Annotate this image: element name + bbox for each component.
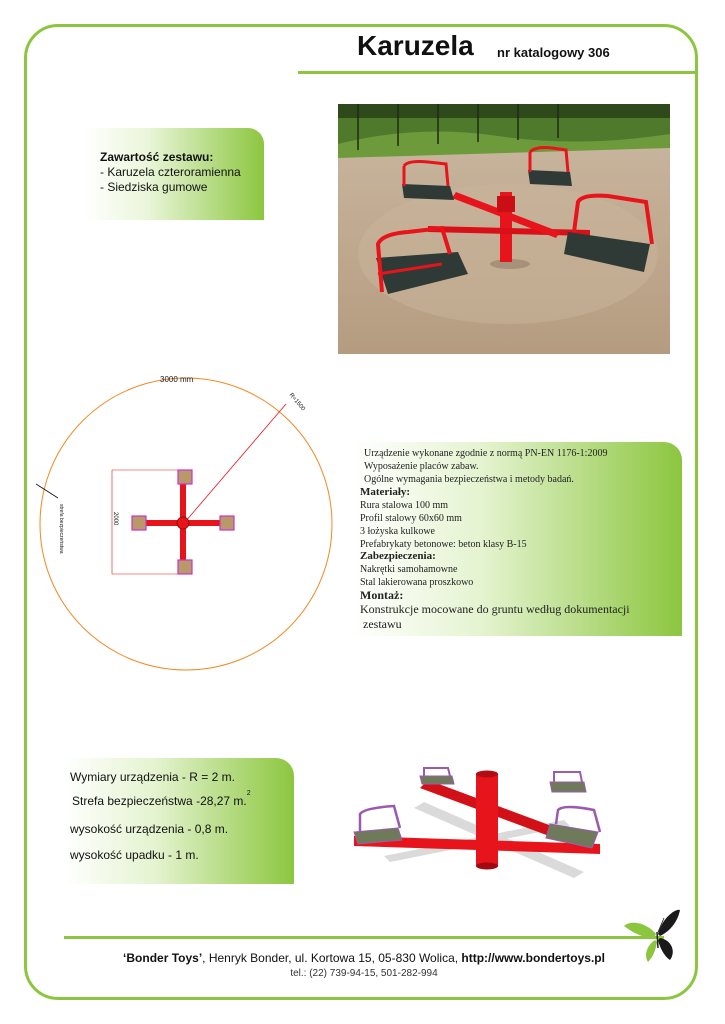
company-name: ‘Bonder Toys’ bbox=[123, 951, 203, 965]
device-height: wysokość urządzenia - 0,8 m. bbox=[70, 822, 229, 836]
technical-drawing bbox=[30, 372, 350, 692]
materials-heading: Materiały: bbox=[360, 486, 411, 498]
safety-zone-area bbox=[72, 790, 251, 808]
assembly-line: zestawu bbox=[363, 617, 402, 631]
contents-item: - Karuzela czteroramienna bbox=[100, 165, 241, 179]
material-item: Profil stalowy 60x60 mm bbox=[360, 513, 462, 524]
contents-heading: Zawartość zestawu: bbox=[100, 150, 214, 164]
norm-line: Urządzenie wykonane zgodnie z normą PN-EN 1176-1:2009 bbox=[364, 448, 608, 459]
contents-box bbox=[84, 128, 264, 220]
catalog-number: nr katalogowy 306 bbox=[497, 45, 610, 60]
radius-label: R=1500 bbox=[287, 392, 306, 413]
phone-numbers: tel.: (22) 739-94-15, 501-282-994 bbox=[290, 968, 438, 979]
safety-item: Nakrętki samohamowne bbox=[360, 564, 458, 575]
norm-line: Ogólne wymagania bezpieczeństwa i metody badań. bbox=[364, 474, 574, 485]
material-item: 3 łożyska kulkowe bbox=[360, 526, 435, 537]
title-underline bbox=[298, 71, 698, 74]
product-render bbox=[344, 762, 634, 892]
safety-zone-label: strefa bezpieczeństwa bbox=[58, 504, 64, 554]
assembly-heading: Montaż: bbox=[360, 588, 404, 602]
side-dimension-label: 2000 bbox=[112, 512, 118, 526]
diameter-label: 3000 mm bbox=[160, 375, 194, 384]
safety-item: Stal lakierowana proszkowo bbox=[360, 577, 474, 588]
area-unit-superscript: 2 bbox=[246, 790, 251, 797]
fall-height: wysokość upadku - 1 m. bbox=[70, 848, 199, 862]
butterfly-icon bbox=[622, 904, 684, 964]
safety-zone-value: Strefa bezpieczeństwa -28,27 m. bbox=[72, 794, 247, 808]
device-size: Wymiary urządzenia - R = 2 m. bbox=[70, 770, 235, 784]
company-address: , Henryk Bonder, ul. Kortowa 15, 05-830 Wolica, bbox=[202, 951, 462, 965]
contents-item: - Siedziska gumowe bbox=[100, 180, 208, 194]
page-title: Karuzela bbox=[357, 30, 474, 61]
assembly-line: Konstrukcje mocowane do gruntu według dokumentacji bbox=[360, 602, 630, 616]
material-item: Rura stalowa 100 mm bbox=[360, 500, 449, 511]
footer-divider bbox=[64, 936, 664, 939]
product-photo bbox=[338, 104, 670, 354]
safety-heading: Zabezpieczenia: bbox=[360, 550, 436, 562]
footer bbox=[64, 951, 664, 965]
material-item: Prefabrykaty betonowe: beton klasy B-15 bbox=[360, 539, 527, 550]
dimensions-box bbox=[64, 758, 294, 884]
website-link[interactable]: http://www.bondertoys.pl bbox=[461, 951, 605, 965]
norm-line: Wyposażenie placów zabaw. bbox=[364, 461, 479, 472]
specification-box bbox=[352, 442, 682, 636]
